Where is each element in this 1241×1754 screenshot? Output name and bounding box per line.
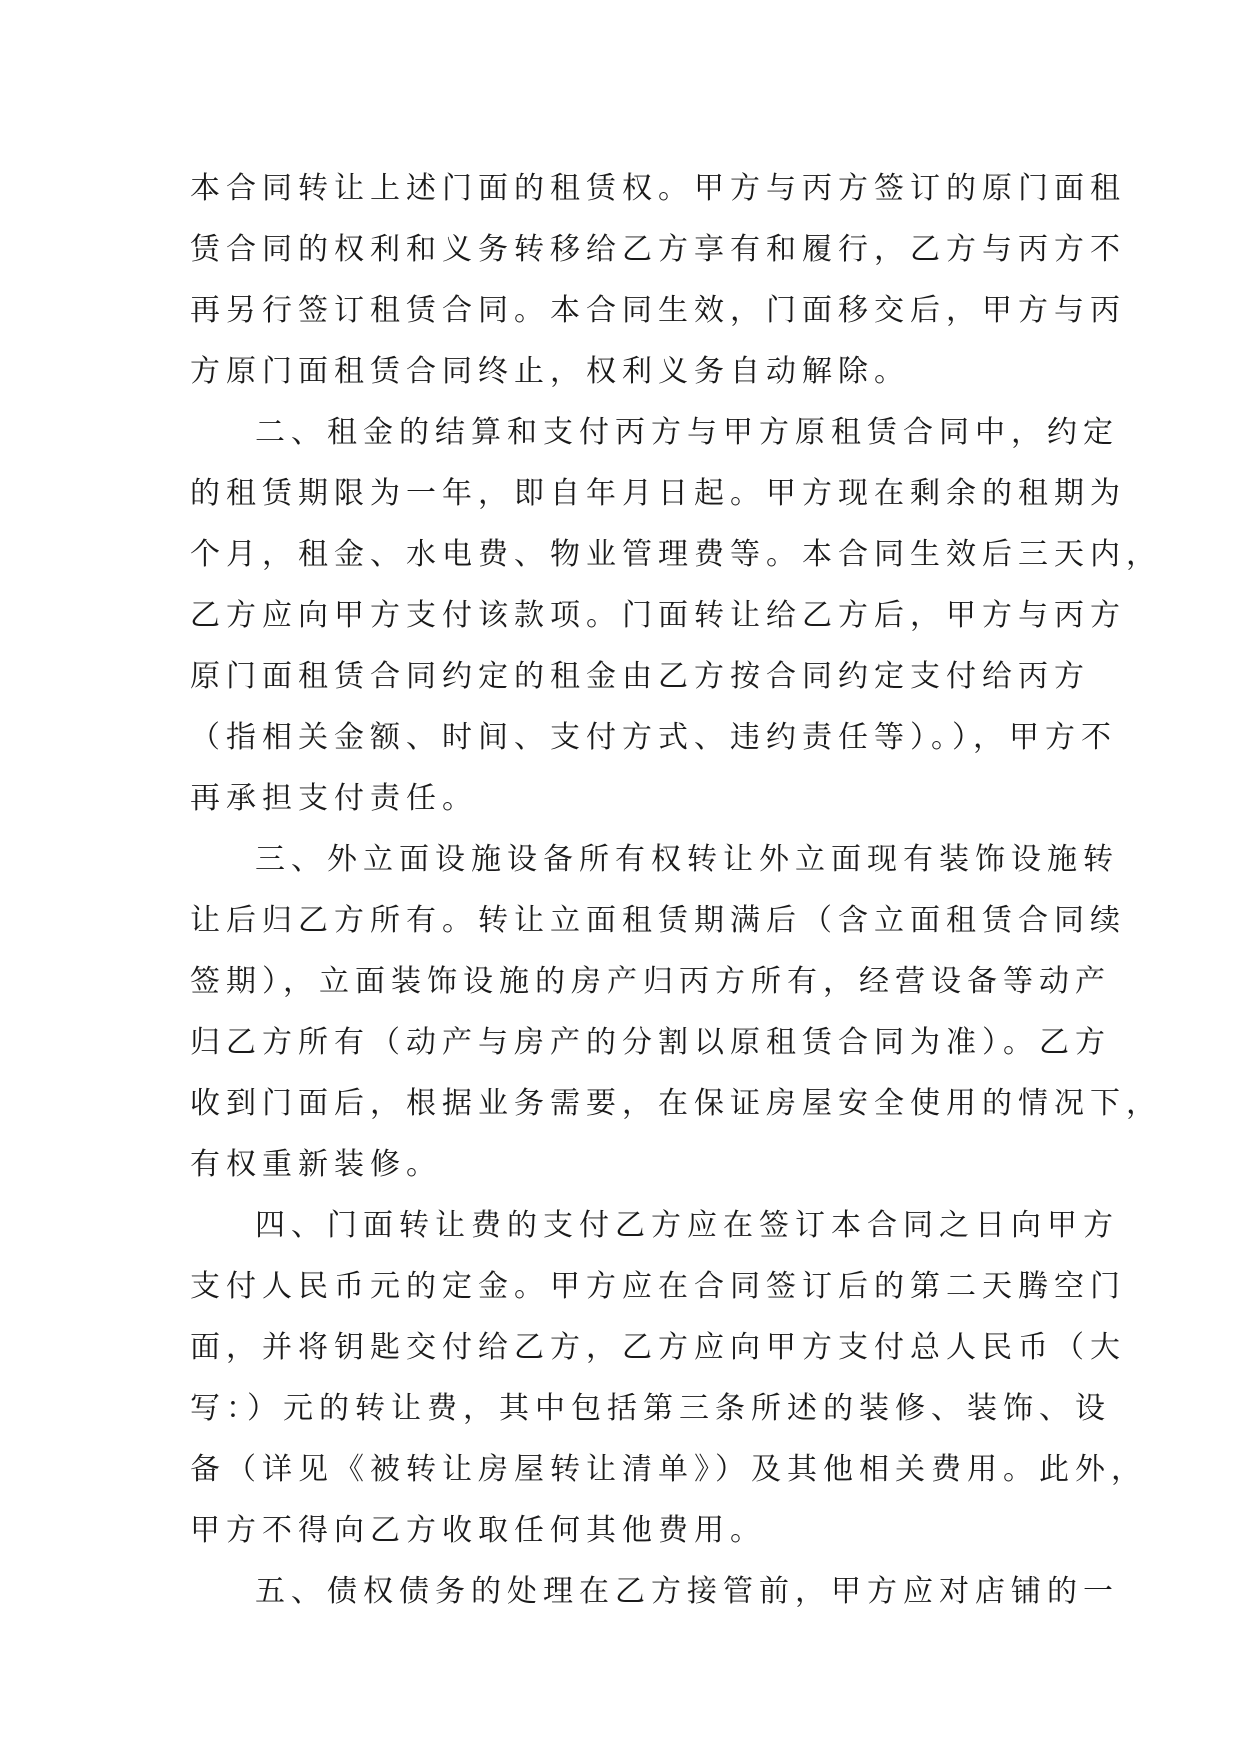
text-line: 备（详见《被转让房屋转让清单》）及其他相关费用。此外， xyxy=(190,1452,1147,1487)
section-heading-line: 三、外立面设施设备所有权转让外立面现有装饰设施转 xyxy=(255,842,1119,877)
text-line: 再承担支付责任。 xyxy=(190,781,478,816)
text-line: 的租赁期限为一年，即自年月日起。甲方现在剩余的租期为 xyxy=(190,476,1126,511)
document-body xyxy=(190,158,1162,1622)
text-line: 再另行签订租赁合同。本合同生效，门面移交后，甲方与丙 xyxy=(190,293,1126,328)
text-line: 有权重新装修。 xyxy=(190,1147,442,1182)
text-line: 甲方不得向乙方收取任何其他费用。 xyxy=(190,1513,766,1548)
text-line: 让后归乙方所有。转让立面租赁期满后（含立面租赁合同续 xyxy=(190,903,1126,938)
text-line: （指相关金额、时间、支付方式、违约责任等）。），甲方不 xyxy=(190,720,1117,755)
text-line: 签期），立面装饰设施的房产归丙方所有，经营设备等动产 xyxy=(190,964,1111,999)
text-line: 方原门面租赁合同终止，权利义务自动解除。 xyxy=(190,354,910,389)
text-line: 面，并将钥匙交付给乙方，乙方应向甲方支付总人民币（大 xyxy=(190,1330,1126,1365)
text-line: 赁合同的权利和义务转移给乙方享有和履行，乙方与丙方不 xyxy=(190,232,1126,267)
text-line: 乙方应向甲方支付该款项。门面转让给乙方后，甲方与丙方 xyxy=(190,598,1126,633)
section-heading-line: 二、租金的结算和支付丙方与甲方原租赁合同中，约定 xyxy=(255,415,1119,450)
section-heading-line: 四、门面转让费的支付乙方应在签订本合同之日向甲方 xyxy=(255,1208,1119,1243)
text-line: 收到门面后，根据业务需要，在保证房屋安全使用的情况下， xyxy=(190,1086,1162,1121)
text-line: 写：）元的转让费，其中包括第三条所述的装修、装饰、设 xyxy=(190,1391,1111,1426)
text-line: 本合同转让上述门面的租赁权。甲方与丙方签订的原门面租 xyxy=(190,171,1126,206)
text-line: 支付人民币元的定金。甲方应在合同签订后的第二天腾空门 xyxy=(190,1269,1126,1304)
section-heading-line: 五、债权债务的处理在乙方接管前，甲方应对店铺的一 xyxy=(255,1574,1119,1609)
text-line: 归乙方所有（动产与房产的分割以原租赁合同为准）。乙方 xyxy=(190,1025,1111,1060)
text-line: 原门面租赁合同约定的租金由乙方按合同约定支付给丙方 xyxy=(190,659,1090,694)
text-line: 个月，租金、水电费、物业管理费等。本合同生效后三天内， xyxy=(190,537,1162,572)
